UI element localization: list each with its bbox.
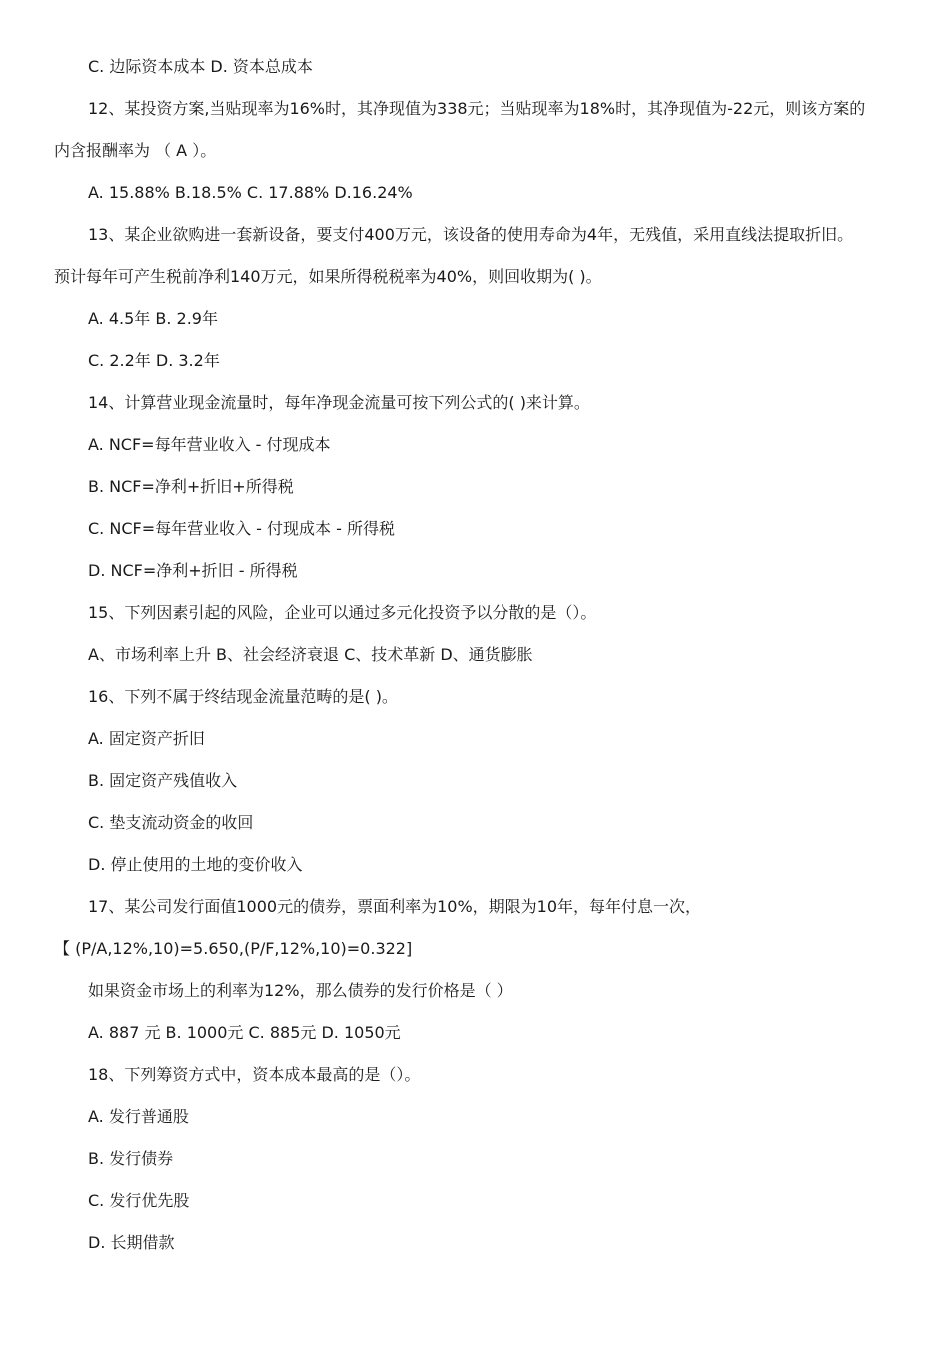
question-16-option-c: C. 垫支流动资金的收回 — [88, 813, 254, 832]
question-17-line-2: 如果资金市场上的利率为12%，那么债券的发行价格是（ ） — [88, 981, 513, 1000]
question-12-line-2: 内含报酬率为 （ A ）。 — [54, 141, 217, 160]
question-17-formula: 【 (P/A,12%,10)=5.650,(P/F,12%,10)=0.322] — [54, 939, 413, 958]
question-17-options: A. 887 元 B. 1000元 C. 885元 D. 1050元 — [88, 1023, 401, 1042]
question-16-option-d: D. 停止使用的土地的变价收入 — [88, 855, 303, 874]
question-17-line-1: 17、某公司发行面值1000元的债券，票面利率为10%，期限为10年，每年付息一次， — [88, 897, 702, 916]
question-13-line-1: 13、某企业欲购进一套新设备，要支付400万元，该设备的使用寿命为4年，无残值，采用直线法提取折旧。 — [88, 225, 854, 244]
question-18-option-a: A. 发行普通股 — [88, 1107, 189, 1126]
question-14-option-a: A. NCF=每年营业收入 - 付现成本 — [88, 435, 331, 454]
question-14-option-d: D. NCF=净利+折旧 - 所得税 — [88, 561, 298, 580]
question-16-option-a: A. 固定资产折旧 — [88, 729, 205, 748]
question-14-stem: 14、计算营业现金流量时，每年净现金流量可按下列公式的( )来计算。 — [88, 393, 590, 412]
question-13-line-2: 预计每年可产生税前净利140万元，如果所得税税率为40%，则回收期为( )。 — [54, 267, 602, 286]
question-15-options: A、市场利率上升 B、社会经济衰退 C、技术革新 D、通货膨胀 — [88, 645, 533, 664]
question-18-option-c: C. 发行优先股 — [88, 1191, 190, 1210]
question-12-line-1: 12、某投资方案,当贴现率为16%时，其净现值为338元；当贴现率为18%时，其净现值为-22元，则该方案的 — [88, 99, 866, 118]
question-15-stem: 15、下列因素引起的风险，企业可以通过多元化投资予以分散的是（）。 — [88, 603, 597, 622]
question-14-option-b: B. NCF=净利+折旧+所得税 — [88, 477, 294, 496]
question-18-option-b: B. 发行债券 — [88, 1149, 174, 1168]
option-line-q11-cd: C. 边际资本成本 D. 资本总成本 — [88, 57, 313, 76]
question-13-options-ab: A. 4.5年 B. 2.9年 — [88, 309, 218, 328]
question-14-option-c: C. NCF=每年营业收入 - 付现成本 - 所得税 — [88, 519, 395, 538]
question-18-option-d: D. 长期借款 — [88, 1233, 175, 1252]
question-16-stem: 16、下列不属于终结现金流量范畴的是( )。 — [88, 687, 398, 706]
question-18-stem: 18、下列筹资方式中，资本成本最高的是（）。 — [88, 1065, 421, 1084]
question-12-options: A. 15.88% B.18.5% C. 17.88% D.16.24% — [88, 183, 413, 202]
question-13-options-cd: C. 2.2年 D. 3.2年 — [88, 351, 220, 370]
question-16-option-b: B. 固定资产残值收入 — [88, 771, 238, 790]
